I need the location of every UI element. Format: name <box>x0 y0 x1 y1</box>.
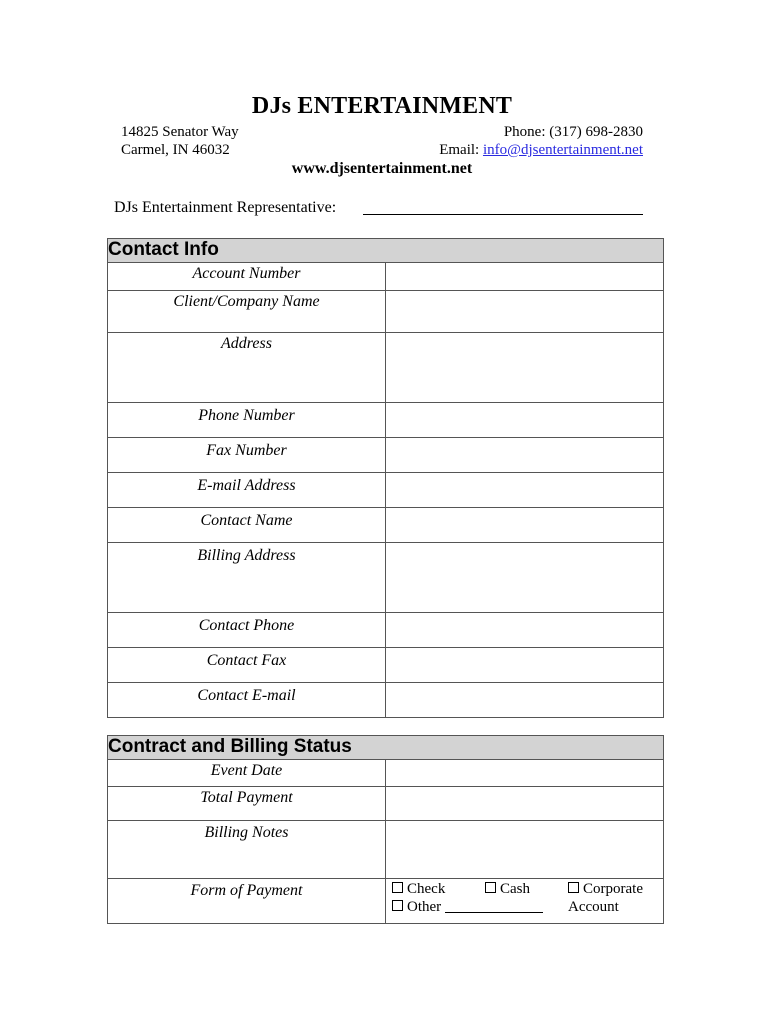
email-label: Email: <box>439 142 483 158</box>
contact-fax-field[interactable] <box>386 648 664 683</box>
field-label: Contact E-mail <box>108 683 386 718</box>
field-label: Client/Company Name <box>108 291 386 333</box>
field-label: E-mail Address <box>108 473 386 508</box>
representative-label: DJs Entertainment Representative: <box>114 199 337 216</box>
field-label: Fax Number <box>108 438 386 473</box>
field-label: Form of Payment <box>108 879 386 924</box>
email-line <box>439 142 643 159</box>
contact-info-heading: Contact Info <box>108 239 664 263</box>
field-label: Address <box>108 333 386 403</box>
fax-number-field[interactable] <box>386 438 664 473</box>
phone-number-field[interactable] <box>386 403 664 438</box>
payment-option-other[interactable]: Other <box>392 898 543 916</box>
city-address: Carmel, IN 46032 <box>121 142 230 158</box>
field-label: Phone Number <box>108 403 386 438</box>
phone-line: Phone: (317) 698-2830 <box>503 124 643 140</box>
company-name-field[interactable] <box>386 291 664 333</box>
field-label: Event Date <box>108 760 386 787</box>
company-title: DJs ENTERTAINMENT <box>251 93 513 119</box>
billing-address-field[interactable] <box>386 543 664 613</box>
total-payment-field[interactable] <box>386 787 664 821</box>
billing-notes-field[interactable] <box>386 821 664 879</box>
other-payment-field[interactable] <box>445 900 543 913</box>
event-date-field[interactable] <box>386 760 664 787</box>
checkbox-icon <box>568 882 579 893</box>
field-label: Billing Address <box>108 543 386 613</box>
field-label: Contact Name <box>108 508 386 543</box>
field-label: Contact Phone <box>108 613 386 648</box>
street-address: 14825 Senator Way <box>121 124 239 140</box>
checkbox-icon <box>392 882 403 893</box>
payment-option-corporate[interactable]: Corporate Account <box>568 881 643 915</box>
email-link[interactable]: info@djsentertainment.net <box>482 142 643 158</box>
checkbox-icon <box>392 900 403 911</box>
website: www.djsentertainment.net <box>291 160 473 177</box>
payment-option-check[interactable]: Check <box>392 880 445 898</box>
contact-name-field[interactable] <box>386 508 664 543</box>
contact-phone-field[interactable] <box>386 613 664 648</box>
email-address-field[interactable] <box>386 473 664 508</box>
payment-option-cash[interactable]: Cash <box>485 880 530 898</box>
field-label: Billing Notes <box>108 821 386 879</box>
field-label: Total Payment <box>108 787 386 821</box>
contract-billing-heading: Contract and Billing Status <box>108 736 664 760</box>
field-label: Contact Fax <box>108 648 386 683</box>
checkbox-icon <box>485 882 496 893</box>
representative-field[interactable] <box>363 214 643 215</box>
payment-options <box>386 879 664 924</box>
account-number-field[interactable] <box>386 263 664 291</box>
contract-billing-table <box>107 735 664 924</box>
address-field[interactable] <box>386 333 664 403</box>
contact-email-field[interactable] <box>386 683 664 718</box>
contact-info-table <box>107 238 664 718</box>
field-label: Account Number <box>108 263 386 291</box>
